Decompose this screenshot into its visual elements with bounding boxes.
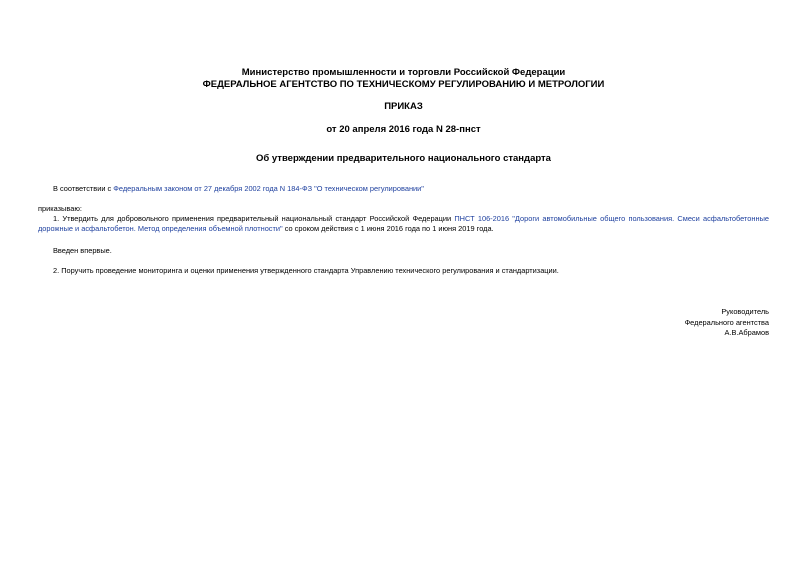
item-2-paragraph: 2. Поручить проведение мониторинга и оценки применения утвержденного стандарта Управлению технического регулирования и стандартизации. <box>53 266 559 275</box>
item-1-suffix: со сроком действия с 1 июня 2016 года по 1 июня 2019 года. <box>282 224 494 233</box>
order-word: приказываю: <box>38 204 82 213</box>
item-1-prefix: 1. Утвердить для добровольного применения предварительный национальный стандарт Российской Федерации <box>53 214 455 223</box>
signature-title: Руководитель <box>721 307 769 316</box>
document-subject: Об утверждении предварительного национального стандарта <box>256 153 551 164</box>
basis-prefix: В соответствии с <box>53 184 114 193</box>
agency-name: ФЕДЕРАЛЬНОЕ АГЕНТСТВО ПО ТЕХНИЧЕСКОМУ РЕГУЛИРОВАНИЮ И МЕТРОЛОГИИ <box>202 79 605 90</box>
document-date-number: от 20 апреля 2016 года N 28-пнст <box>326 124 481 135</box>
basis-paragraph <box>53 184 424 194</box>
signature-name: А.В.Абрамов <box>724 328 769 337</box>
federal-law-link[interactable]: Федеральным законом от 27 декабря 2002 года N 184-ФЗ "О техническом регулировании" <box>113 184 424 193</box>
introduced-note: Введен впервые. <box>53 246 112 255</box>
signature-org: Федерального агентства <box>684 317 769 327</box>
item-1-paragraph <box>38 214 769 234</box>
document-type: ПРИКАЗ <box>384 101 423 112</box>
standard-link[interactable]: ПНСТ 106-2016 "Дороги автомобильные общего пользования. Смеси асфальтобетонные дорожные и асфальтобетон. Метод определения объемной плотности" <box>38 214 769 233</box>
signature-block <box>685 307 769 339</box>
ministry-name: Министерство промышленности и торговли Российской Федерации <box>241 67 566 78</box>
